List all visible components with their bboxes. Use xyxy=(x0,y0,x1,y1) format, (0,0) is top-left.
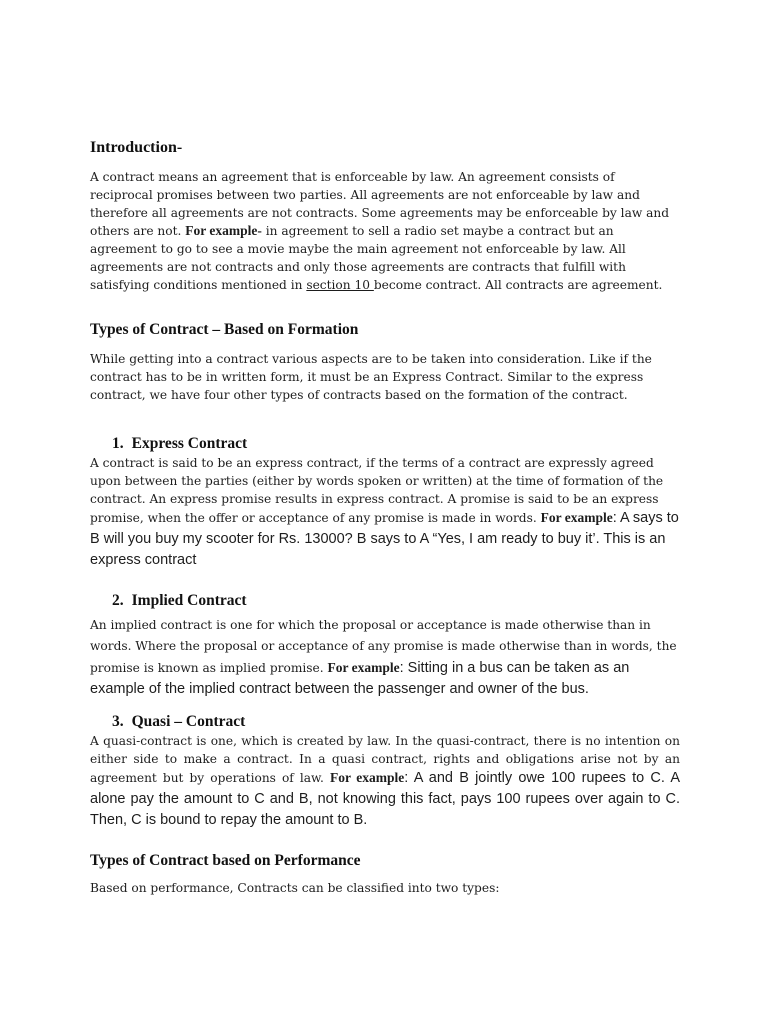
intro-example-label: For example- xyxy=(185,223,262,238)
implied-example: : Sitting in a bus can be taken as an example of the implied contract between the passenger and owner of the bus. xyxy=(90,660,630,697)
performance-heading: Types of Contract based on Performance xyxy=(90,852,361,869)
intro-text-a: A contract means an agreement that is enforceable by law. An agreement consists of reciprocal promises between two parties. All agreements are not enforceable by law and therefore all agreements are not contracts. Some agreements may be enforceable by law and others are not. xyxy=(90,170,670,238)
performance-paragraph: Based on performance, Contracts can be classified into two types: xyxy=(90,881,500,895)
quasi-paragraph xyxy=(90,732,680,831)
section-10-link[interactable]: section 10 xyxy=(306,278,374,292)
express-paragraph xyxy=(90,454,680,571)
implied-number: 2. xyxy=(112,592,124,609)
express-text: A contract is said to be an express contract, if the terms of a contract are expressly agreed upon between the parties (either by words spoken or written) at the time of formation of the contract. An express promise results in express contract. A promise is said to be an express promise, when the offer or acceptance of any promise is made in words. xyxy=(90,456,664,525)
implied-text: An implied contract is one for which the proposal or acceptance is made otherwise than in words. Where the proposal or acceptance of any promise is made otherwise than in words, the promise is known as implied promise. xyxy=(90,618,677,675)
express-example-label: For example xyxy=(540,510,613,525)
implied-paragraph xyxy=(90,615,680,700)
quasi-number: 3. xyxy=(112,713,124,730)
formation-heading: Types of Contract – Based on Formation xyxy=(90,321,359,338)
quasi-example: : A and B jointly owe 100 rupees to C. A alone pay the amount to C and B, not knowing this fact, pays 100 rupees over again to C. Then, C is bound to repay the amount to B. xyxy=(90,770,680,828)
quasi-example-label: For example xyxy=(329,770,405,785)
express-title: Express Contract xyxy=(131,435,248,452)
implied-heading xyxy=(90,591,680,611)
quasi-heading xyxy=(90,712,680,732)
formation-paragraph: While getting into a contract various aspects are to be taken into consideration. Like if the contract has to be in written form, it must be an Express Contract. Similar to the express contract, we have four other types of contracts based on the formation of the contract. xyxy=(90,352,652,402)
implied-title: Implied Contract xyxy=(131,592,247,609)
intro-heading: Introduction- xyxy=(90,139,183,156)
intro-text-c: become contract. All contracts are agreement. xyxy=(373,278,663,292)
document-page xyxy=(90,138,680,897)
intro-paragraph xyxy=(90,168,680,294)
express-heading xyxy=(90,434,680,454)
implied-example-label: For example xyxy=(327,660,400,675)
express-example: : A says to B will you buy my scooter for Rs. 13000? B says to A “Yes, I am ready to buy it’. This is an express contract xyxy=(90,510,679,568)
quasi-title: Quasi – Contract xyxy=(131,713,246,730)
intro-text-b: in agreement to sell a radio set maybe a contract but an agreement to go to see a movie maybe the main agreement not enforceable by law. All agreements are not contracts and only those agreements are contracts that fulfill with satisfying conditions mentioned in xyxy=(90,224,626,292)
quasi-text: A quasi-contract is one, which is created by law. In the quasi-contract, there is no intention on either side to make a contract. In a quasi contract, rights and obligations arise not by an agreement but by operations of law. xyxy=(90,734,680,785)
express-number: 1. xyxy=(112,435,124,452)
